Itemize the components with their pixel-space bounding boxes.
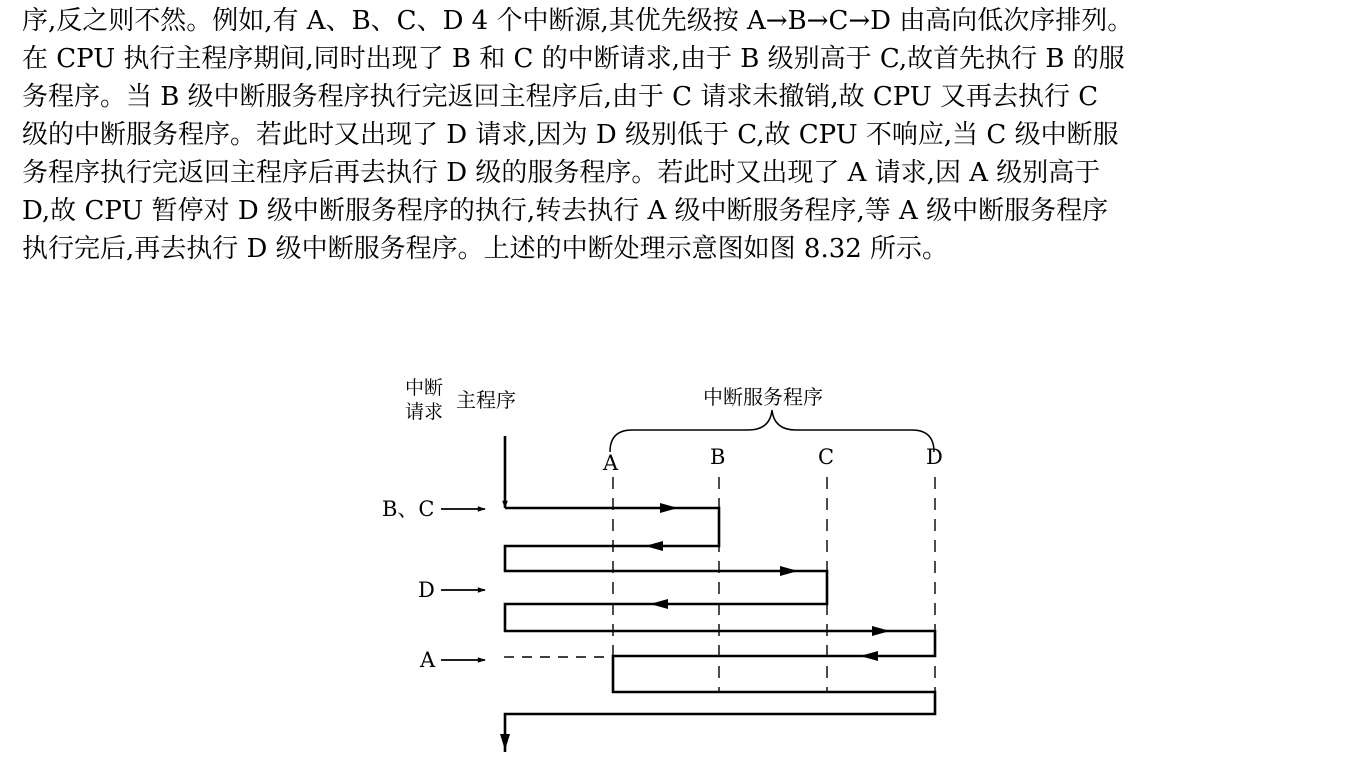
level-label-d: D (926, 445, 943, 469)
text-line: 序,反之则不然。例如,有 A、B、C、D 4 个中断源,其优先级按 A→B→C→D 由高向低次序排列。 (22, 6, 1134, 36)
request-label-d: D (418, 578, 435, 602)
request-label-bc: B、C (382, 497, 435, 521)
main-program-label: 主程序 (456, 388, 516, 412)
text-line: 务程序执行完返回主程序后再去执行 D 级的服务程序。若此时又出现了 A 请求,因 A 级别高于 (22, 158, 1101, 188)
interrupt-request-label-top: 中断 (405, 377, 444, 399)
service-programs-label: 中断服务程序 (703, 385, 823, 409)
level-label-a: A (603, 451, 619, 475)
text-line: 务程序。当 B 级中断服务程序执行完返回主程序后,由于 C 请求未撤销,故 CPU 又再去执行 C (22, 82, 1099, 112)
text-line: 在 CPU 执行主程序期间,同时出现了 B 和 C 的中断请求,由于 B 级别高于 C,故首先执行 B 的服 (22, 44, 1125, 74)
text-line: D,故 CPU 暂停对 D 级中断服务程序的执行,转去执行 A 级中断服务程序,等 A 级中断服务程序 (22, 196, 1109, 226)
interrupt-request-label-bottom: 请求 (405, 401, 444, 423)
execution-flow-path (505, 508, 935, 752)
level-label-c: C (818, 445, 835, 469)
text-line: 执行完后,再去执行 D 级中断服务程序。上述的中断处理示意图如图 8.32 所示。 (22, 234, 949, 264)
service-brace (610, 410, 934, 452)
level-label-b: B (710, 445, 726, 469)
text-line: 级的中断服务程序。若此时又出现了 D 请求,因为 D 级别低于 C,故 CPU 不响应,当 C 级中断服 (22, 120, 1119, 150)
request-label-a: A (420, 648, 436, 672)
